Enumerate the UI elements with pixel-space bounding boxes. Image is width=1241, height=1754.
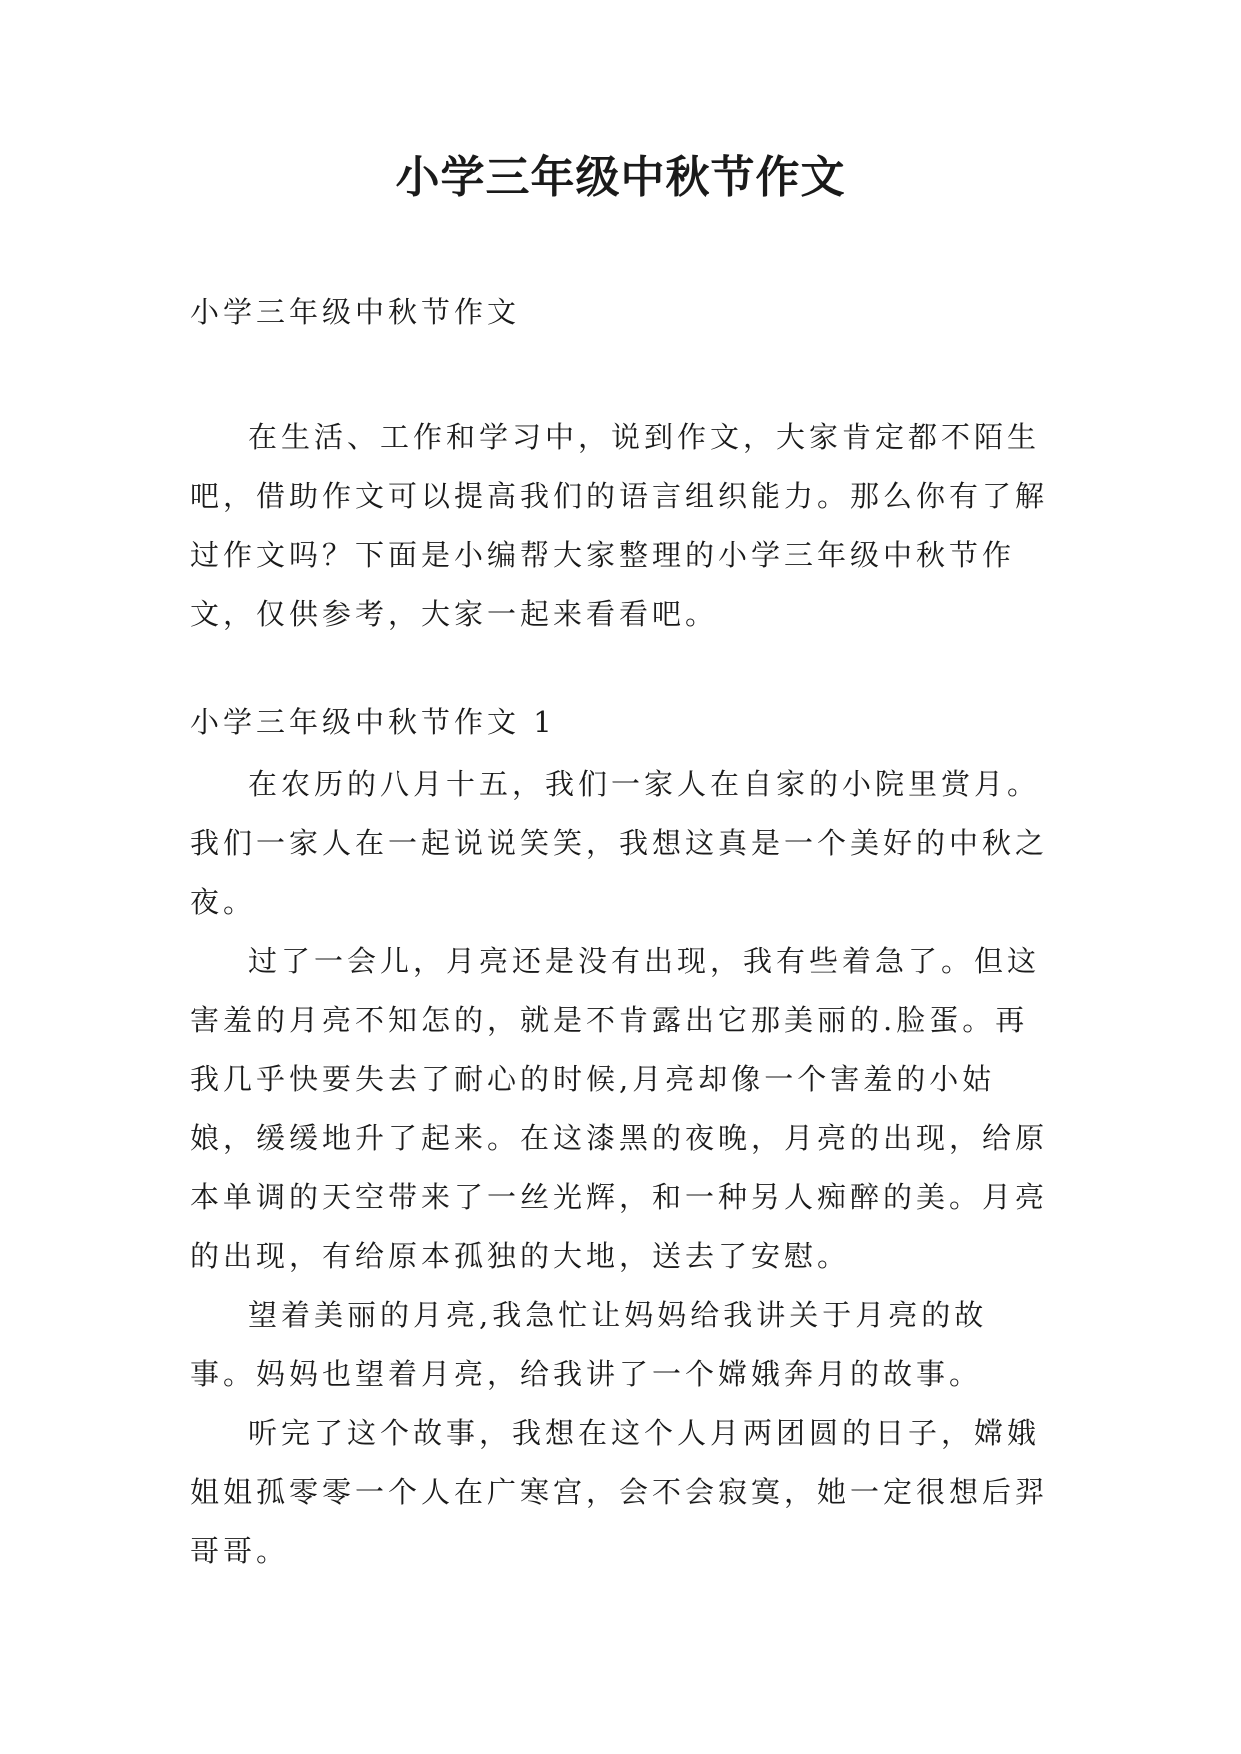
essay-paragraph-3: 望着美丽的月亮,我急忙让妈妈给我讲关于月亮的故事。妈妈也望着月亮，给我讲了一个嫦娥奔月的故事。 — [190, 1298, 988, 1391]
essay-body — [190, 755, 1052, 1581]
intro-paragraph: 在生活、工作和学习中，说到作文，大家肯定都不陌生吧，借助作文可以提高我们的语言组织能力。那么你有了解过作文吗？下面是小编帮大家整理的小学三年级中秋节作文，仅供参考，大家一起来看看吧。 — [190, 420, 1049, 631]
essay-paragraph-4: 听完了这个故事，我想在这个人月两团圆的日子，嫦娥姐姐孤零零一个人在广寒宫，会不会寂寞，她一定很想后羿哥哥。 — [190, 1416, 1049, 1568]
essay-heading: 小学三年级中秋节作文 1 — [190, 705, 556, 739]
document-subtitle: 小学三年级中秋节作文 — [190, 295, 521, 329]
essay-paragraph-2: 过了一会儿，月亮还是没有出现，我有些着急了。但这害羞的月亮不知怎的，就是不肯露出它那美丽的.脸蛋。再我几乎快要失去了耐心的时候,月亮却像一个害羞的小姑娘，缓缓地升了起来。在这漆黑的夜晚，月亮的出现，给原本单调的天空带来了一丝光辉，和一种另人痴醉的美。月亮的出现，有给原本孤独的大地，送去了安慰。 — [190, 944, 1049, 1273]
essay-paragraph-1: 在农历的八月十五，我们一家人在自家的小院里赏月。我们一家人在一起说说笑笑，我想这真是一个美好的中秋之夜。 — [190, 767, 1049, 919]
document-title: 小学三年级中秋节作文 — [395, 152, 846, 203]
